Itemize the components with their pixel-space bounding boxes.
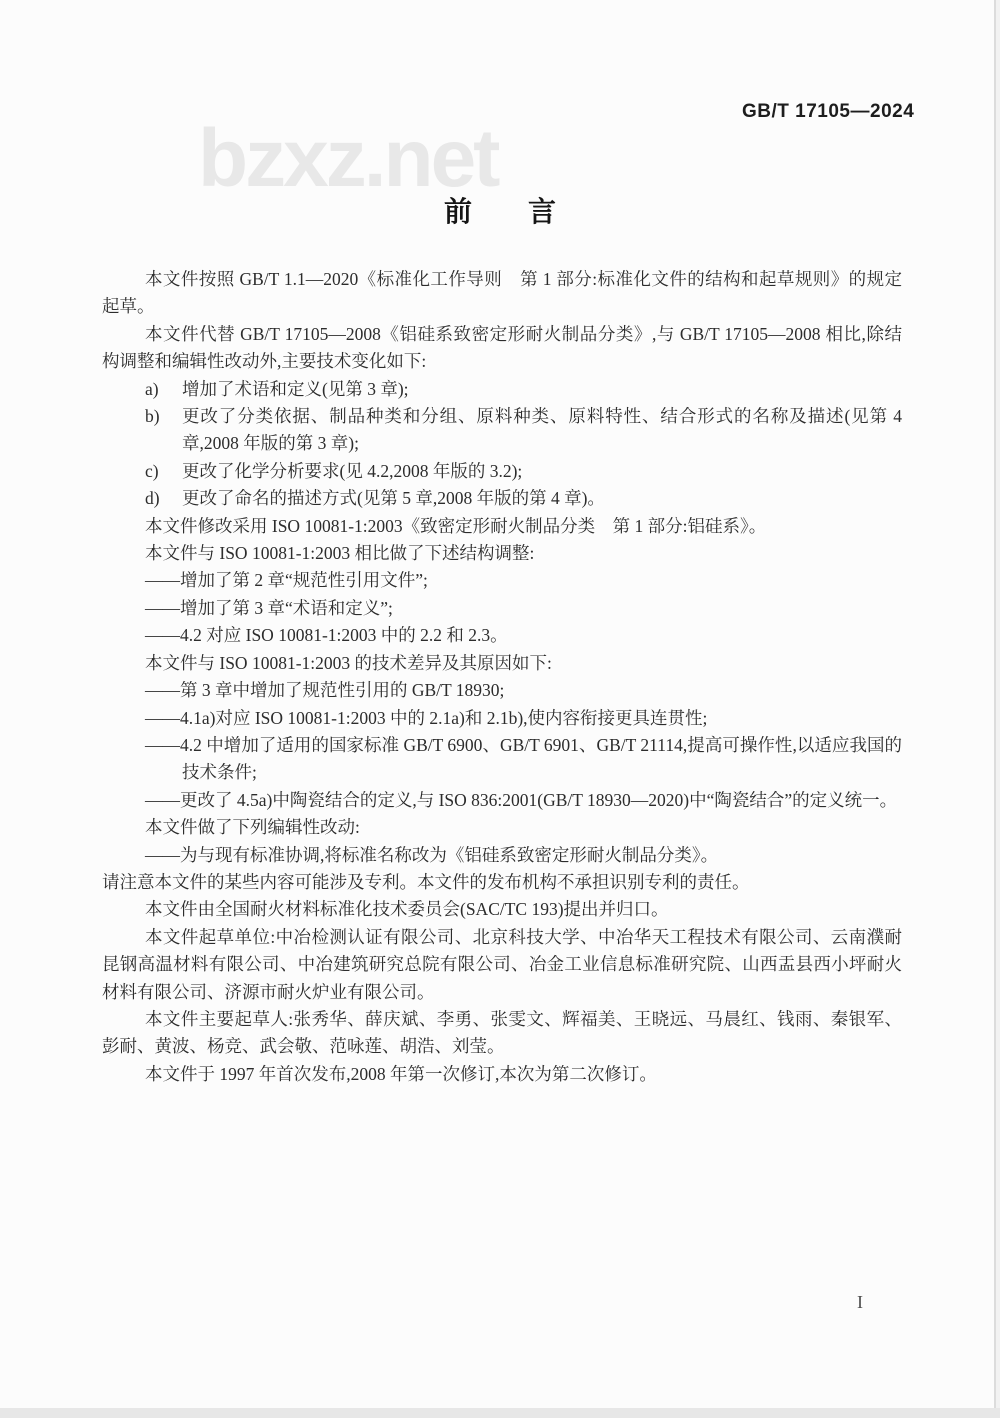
- dash-item: ——4.1a)对应 ISO 10081-1:2003 中的 2.1a)和 2.1b),使内容衔接更具连贯性;: [145, 707, 708, 728]
- paragraph: 本文件由全国耐火材料标准化技术委员会(SAC/TC 193)提出并归口。: [145, 899, 669, 920]
- paragraph: 本文件与 ISO 10081-1:2003 的技术差异及其原因如下:: [145, 652, 552, 673]
- dash-item: ——4.2 对应 ISO 10081-1:2003 中的 2.2 和 2.3。: [145, 625, 508, 646]
- dash-item: ——为与现有标准协调,将标准名称改为《铝硅系致密定形耐火制品分类》。: [145, 844, 719, 865]
- paragraph: 本文件按照 GB/T 1.1—2020《标准化工作导则 第 1 部分:标准化文件的结构和起草规则》的规定起草。: [102, 269, 902, 317]
- page-title: 前 言: [443, 196, 556, 227]
- watermark: bzxz.net: [198, 113, 498, 204]
- standard-code: GB/T 17105—2024: [742, 101, 915, 122]
- list-item-text: 更改了化学分析要求(见 4.2,2008 年版的 3.2);: [182, 460, 523, 481]
- dash-item: ——更改了 4.5a)中陶瓷结合的定义,与 ISO 836:2001(GB/T 18930—2020)中“陶瓷结合”的定义统一。: [145, 789, 898, 810]
- dash-item: ——第 3 章中增加了规范性引用的 GB/T 18930;: [145, 680, 505, 701]
- page-number: I: [857, 1292, 863, 1312]
- paragraph: 本文件主要起草人:张秀华、薛庆斌、李勇、张雯文、辉福美、王晓远、马晨红、钱雨、秦银军、彭耐、黄波、杨竞、武会敬、范咏莲、胡浩、刘莹。: [102, 1008, 902, 1057]
- paragraph: 本文件代替 GB/T 17105—2008《铝硅系致密定形耐火制品分类》,与 GB/T 17105—2008 相比,除结构调整和编辑性改动外,主要技术变化如下:: [102, 323, 902, 372]
- change-list-item: [102, 458, 902, 485]
- list-marker: b): [145, 406, 160, 427]
- paragraph: 请注意本文件的某些内容可能涉及专利。本文件的发布机构不承担识别专利的责任。: [102, 871, 750, 892]
- list-item-text: 更改了分类依据、制品种类和分组、原料种类、原料特性、结合形式的名称及描述(见第 4 章,2008 年版的第 3 章);: [182, 406, 902, 454]
- list-marker: a): [145, 378, 159, 399]
- scan-bottom-edge: [0, 1408, 1000, 1418]
- dash-item: ——增加了第 2 章“规范性引用文件”;: [145, 570, 428, 591]
- change-list-item: [102, 403, 902, 458]
- dash-item: ——4.2 中增加了适用的国家标准 GB/T 6900、GB/T 6901、GB/T 21114,提高可操作性,以适应我国的技术条件;: [145, 734, 902, 783]
- paragraph: 本文件起草单位:中冶检测认证有限公司、北京科技大学、中冶华天工程技术有限公司、云南濮耐昆钢高温材料有限公司、中冶建筑研究总院有限公司、冶金工业信息标准研究院、山西盂县西小坪耐火材料有限公司、济源市耐火炉业有限公司。: [102, 926, 902, 1002]
- change-list-item: [102, 485, 902, 512]
- paragraph: 本文件做了下列编辑性改动:: [145, 817, 360, 838]
- paragraph: 本文件与 ISO 10081-1:2003 相比做了下述结构调整:: [145, 543, 535, 564]
- list-item-text: 增加了术语和定义(见第 3 章);: [182, 378, 409, 399]
- foreword-body: [102, 266, 902, 1088]
- change-list-item: [102, 376, 902, 403]
- list-marker: d): [145, 488, 160, 509]
- dash-item: ——增加了第 3 章“术语和定义”;: [145, 597, 393, 618]
- list-item-text: 更改了命名的描述方式(见第 5 章,2008 年版的第 4 章)。: [182, 488, 605, 509]
- paragraph: 本文件于 1997 年首次发布,2008 年第一次修订,本次为第二次修订。: [145, 1063, 657, 1084]
- list-marker: c): [145, 460, 159, 481]
- paragraph: 本文件修改采用 ISO 10081-1:2003《致密定形耐火制品分类 第 1 部分:铝硅系》。: [145, 515, 767, 536]
